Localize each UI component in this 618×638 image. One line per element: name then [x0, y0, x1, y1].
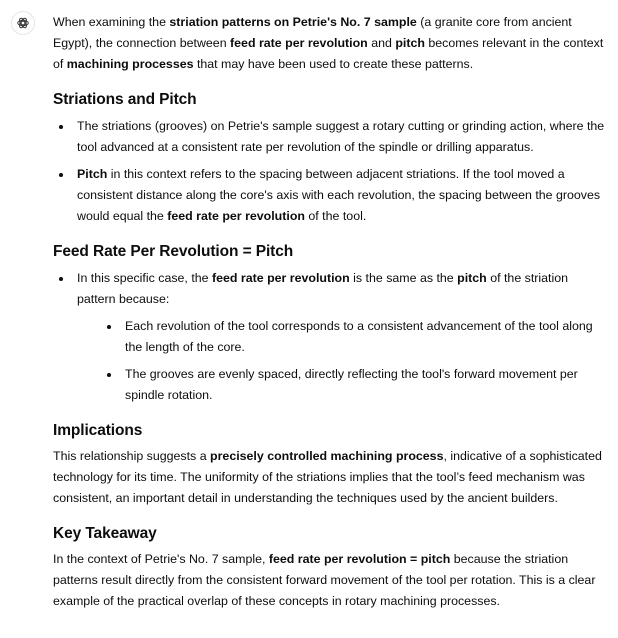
text: In this specific case, the [77, 271, 212, 285]
list-item [53, 268, 609, 406]
bold-text: feed rate per revolution [167, 209, 305, 223]
text: in this context refers to the spacing between adjacent striations. If the tool moved a consistent distance along the core's axis with each revolution, the spacing between the grooves would equal the [77, 167, 601, 223]
list-item: The grooves are evenly spaced, directly reflecting the tool's forward movement per spindle rotation. [101, 364, 609, 406]
text: that may have been used to create these patterns. [193, 57, 474, 71]
bold-text: striation patterns on Petrie's No. 7 sample [169, 15, 417, 29]
section-heading: Striations and Pitch [53, 91, 197, 108]
paragraph [53, 549, 609, 612]
bold-text: pitch [395, 36, 425, 50]
text: and [367, 36, 396, 50]
bold-text: pitch [457, 271, 487, 285]
bold-text: feed rate per revolution = pitch [268, 552, 451, 566]
bold-text: feed rate per revolution [211, 271, 350, 285]
text: (a granite core from ancient Egypt), the connection between [53, 15, 572, 50]
text: of the striation pattern because: [77, 271, 569, 306]
assistant-message [53, 12, 609, 612]
text: of the tool. [304, 209, 367, 223]
bold-text: precisely controlled machining process [210, 449, 444, 463]
text: becomes relevant in the context of [53, 36, 604, 71]
text: In the context of Petrie's No. 7 sample, [53, 552, 269, 566]
bullet-list [53, 116, 609, 227]
text: because the striation patterns result directly from the consistent forward movement of the tool per rotation. This is a clear example of the practical overlap of these concepts in rotary machining processes. [53, 552, 596, 608]
text: When examining the [53, 15, 170, 29]
text: This relationship suggests a [53, 449, 211, 463]
sub-bullet-list [77, 316, 609, 406]
section-heading: Key Takeaway [53, 525, 157, 542]
bold-text: feed rate per revolution [230, 36, 368, 50]
bullet-list [53, 268, 609, 406]
intro-paragraph [53, 12, 609, 75]
section-heading: Implications [53, 422, 143, 439]
text: is the same as the [349, 271, 458, 285]
paragraph [53, 446, 609, 509]
openai-logo-icon [16, 16, 30, 30]
text: , indicative of a sophisticated technology for its time. The uniformity of the striations implies that the tool’s feed mechanism was consistent, an important detail in understanding the techniques used by the ancient builders. [53, 449, 602, 505]
list-item: Each revolution of the tool corresponds to a consistent advancement of the tool along the length of the core. [101, 316, 609, 358]
bold-text: Pitch [77, 167, 108, 181]
bold-text: machining processes [66, 57, 194, 71]
list-item: The striations (grooves) on Petrie's sample suggest a rotary cutting or grinding action, where the tool advanced at a consistent rate per revolution of the spindle or drilling apparatus. [53, 116, 609, 158]
assistant-avatar [11, 11, 35, 35]
section-heading: Feed Rate Per Revolution = Pitch [53, 243, 294, 260]
list-item [53, 164, 609, 227]
